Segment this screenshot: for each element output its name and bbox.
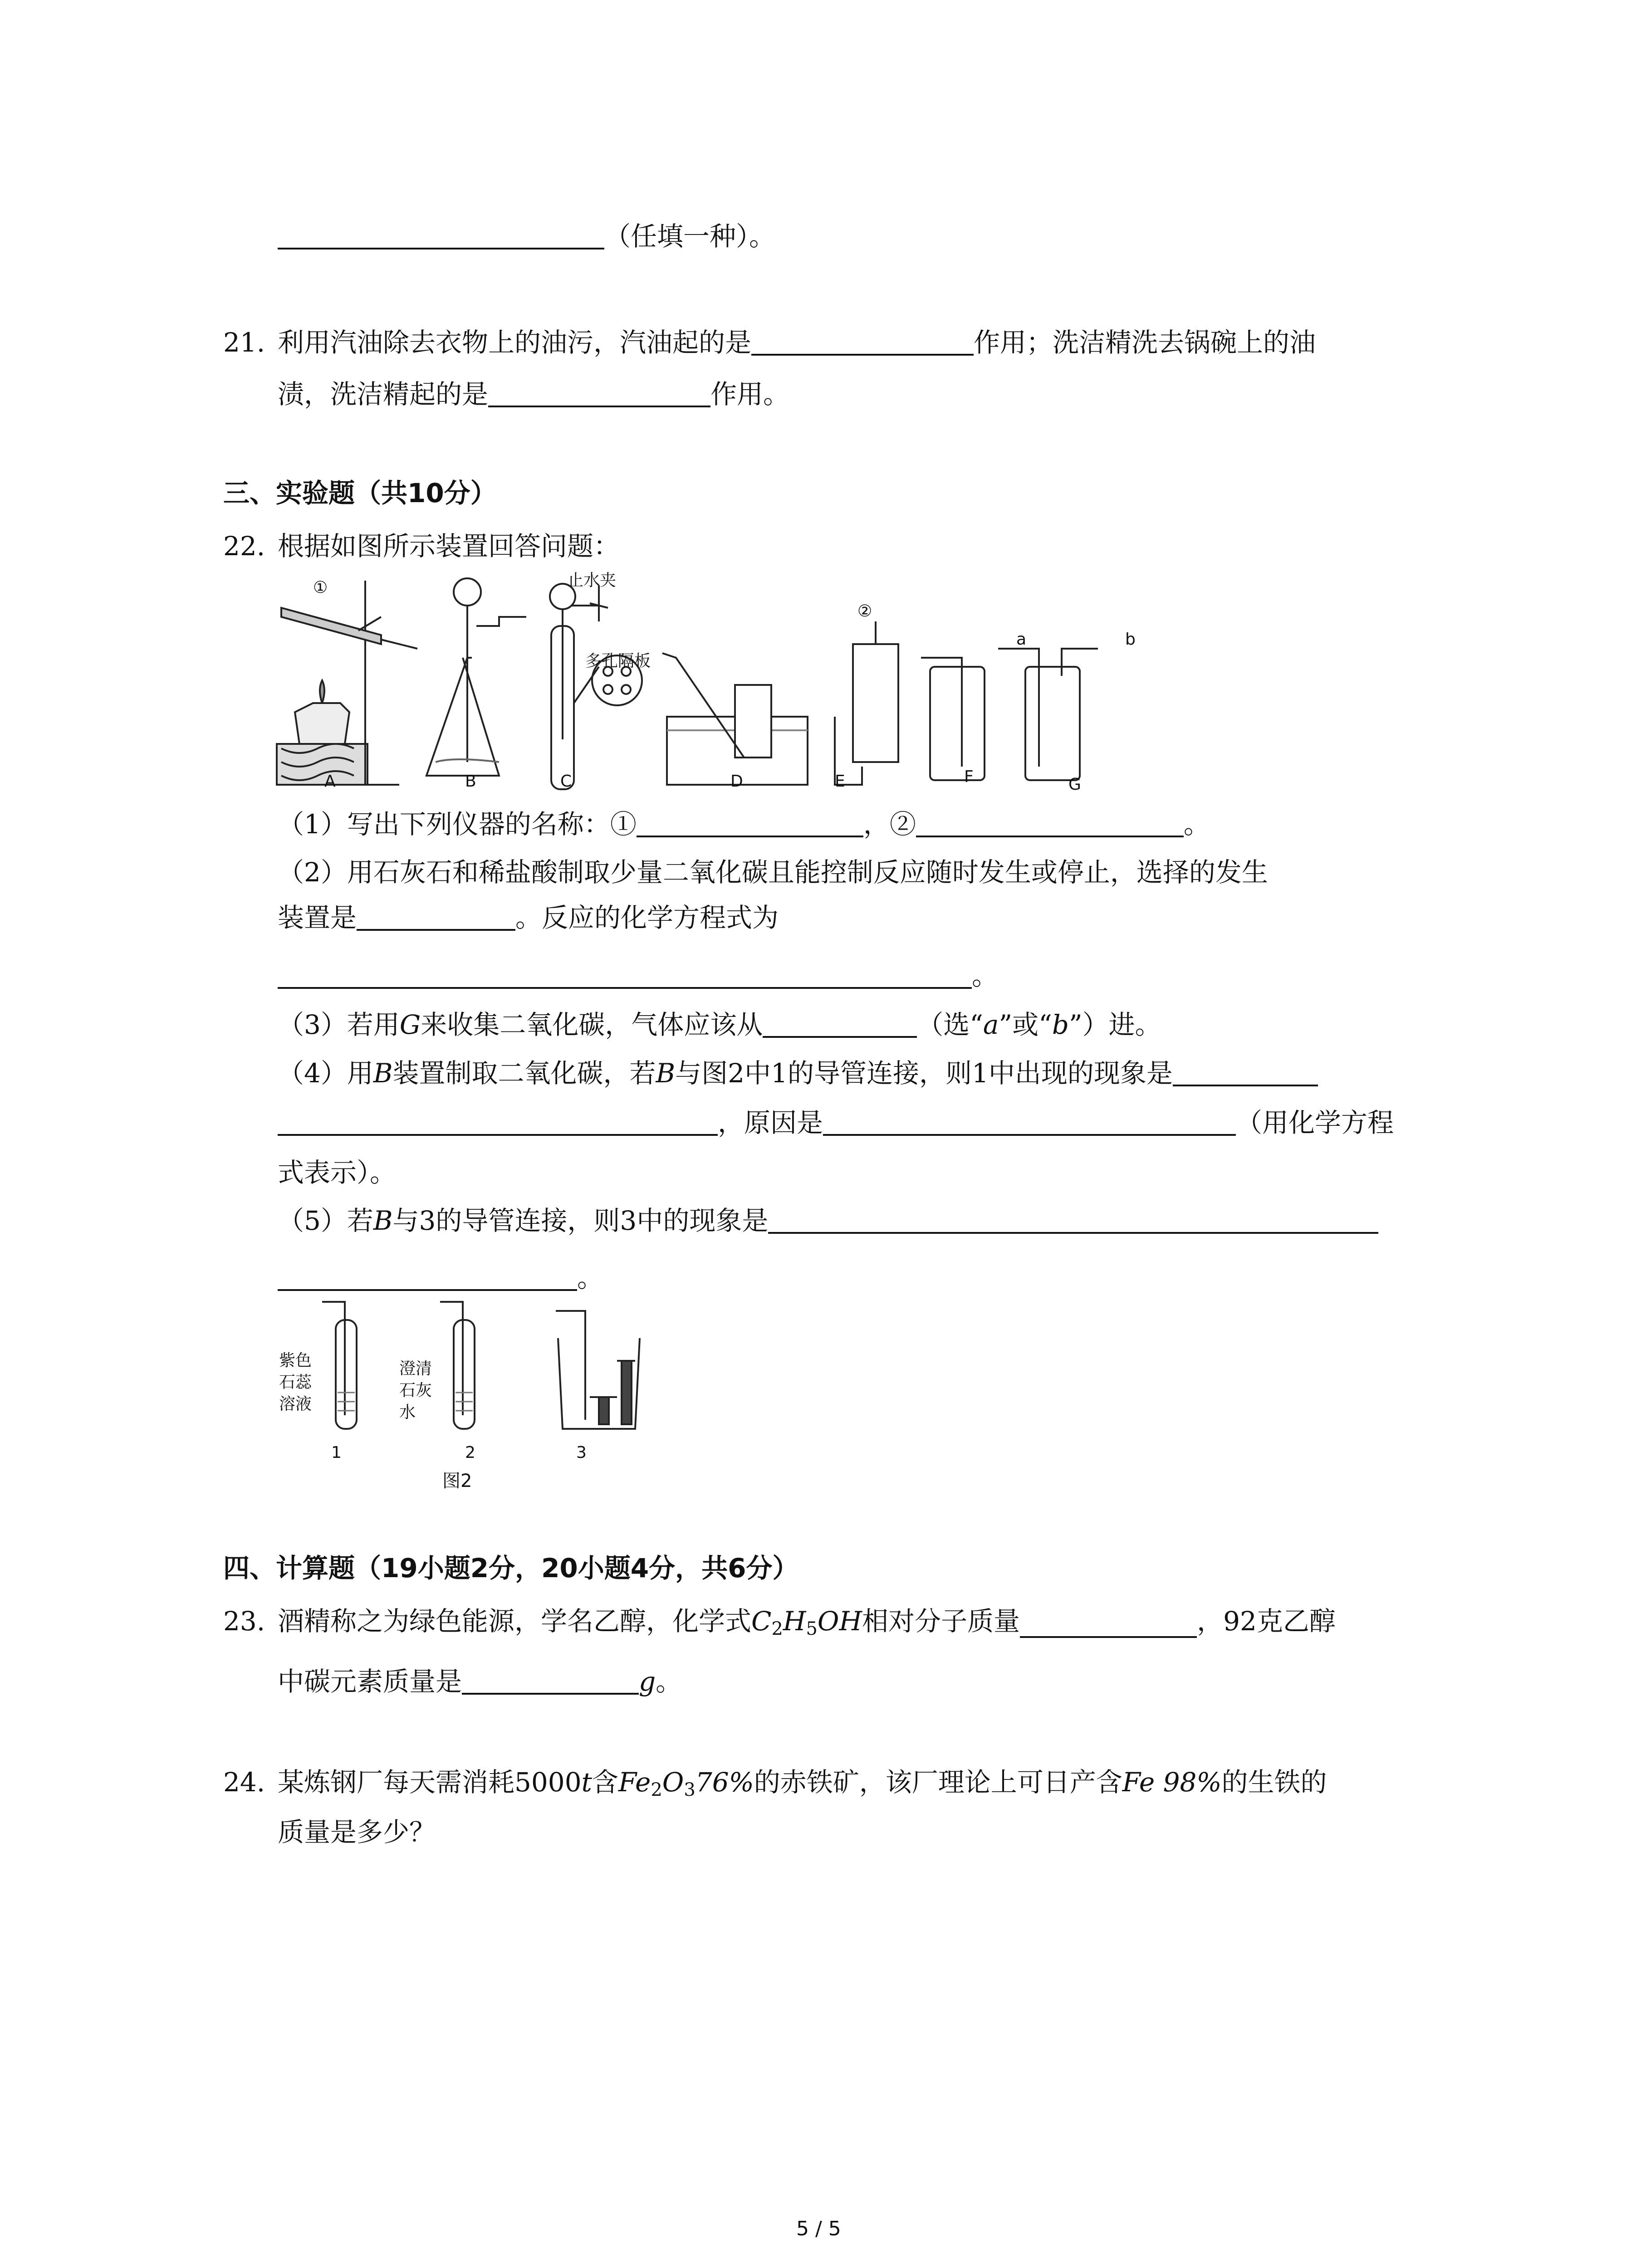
label-C: C: [560, 772, 572, 791]
page-number: 5 / 5: [796, 2217, 841, 2240]
answer-blank[interactable]: [637, 811, 863, 837]
q22-s2-line1: （2）用石灰石和稀盐酸制取少量二氧化碳且能控制反应随时发生或停止，选择的发生: [278, 857, 1268, 888]
q22-s3: （3）若用G来收集二氧化碳，气体应该从 （选“a”或“b”）进。: [278, 1009, 1161, 1040]
answer-blank[interactable]: [823, 1110, 1236, 1136]
label-E: E: [835, 772, 845, 791]
answer-blank[interactable]: [488, 381, 710, 407]
q22-s2-line3: 。: [278, 963, 998, 989]
tube1-label-line3: 溶液: [279, 1395, 312, 1413]
label-F: F: [964, 767, 974, 786]
apparatus-figure: [272, 567, 1171, 803]
tube1-label-line1: 紫色: [279, 1351, 312, 1370]
candle-low: [599, 1397, 609, 1424]
long-funnel-B: [454, 578, 481, 606]
answer-blank[interactable]: [768, 1207, 1378, 1234]
label-water-clamp: 止水夹: [567, 571, 617, 590]
answer-blank[interactable]: [916, 811, 1184, 837]
q22-number: 22.: [223, 531, 265, 562]
alcohol-lamp: [295, 703, 349, 744]
q22-s5-line2: 。: [278, 1265, 603, 1291]
q22-s4-line3: 式表示）。: [278, 1157, 397, 1188]
label-B: B: [465, 772, 476, 791]
answer-blank[interactable]: [278, 1110, 718, 1136]
q24-line1: 某炼钢厂每天需消耗5000t含$Fe_2O_376\%$的赤铁矿，该厂理论上可日产含Fe 98%的生铁的: [278, 1767, 1327, 1800]
answer-blank[interactable]: [278, 223, 604, 249]
label-circle-2: ②: [857, 602, 872, 621]
q22-s2-line2: 装置是 。反应的化学方程式为: [278, 902, 779, 933]
q22-s4-line1: （4）用B装置制取二氧化碳，若B与图2中1的导管连接，则1中出现的现象是: [278, 1060, 1318, 1086]
section-4-title: 四、计算题（19小题2分，20小题4分，共6分）: [223, 1553, 799, 1584]
q22-s1: （1）写出下列仪器的名称：① ，② 。: [278, 809, 1210, 840]
gas-bottle-F: [930, 667, 985, 780]
label-circle-1: ①: [313, 578, 328, 597]
delivery-tube-1: [322, 1302, 345, 1415]
flask-B: [426, 658, 499, 776]
fig2-num-2: 2: [465, 1443, 475, 1462]
answer-blank[interactable]: [462, 1668, 639, 1695]
label-A: A: [324, 772, 336, 791]
test-tube-1: [336, 1320, 357, 1429]
label-perforated-plate: 多孔隔板: [585, 652, 651, 670]
label-port-a: a: [1016, 630, 1027, 649]
delivery-tube-2: [440, 1302, 463, 1415]
answer-blank[interactable]: [763, 1012, 917, 1038]
tube2-label-line2: 石灰: [399, 1381, 432, 1400]
answer-blank[interactable]: [357, 904, 515, 931]
gas-jar-D: [735, 685, 771, 758]
q22-stem: 根据如图所示装置回答问题：: [278, 531, 620, 562]
instrument-2: [853, 644, 898, 762]
q23-number: 23.: [223, 1606, 265, 1637]
figure-2: [272, 1293, 681, 1438]
gas-bottle-G: [1025, 667, 1080, 780]
section-3-title: 三、实验题（共10分）: [223, 478, 497, 508]
q21-line1: 利用汽油除去衣物上的油污，汽油起的是 作用；洗洁精洗去锅碗上的油: [278, 327, 1316, 358]
test-tube-2: [454, 1320, 475, 1429]
answer-blank[interactable]: [1020, 1612, 1197, 1638]
q22-s4-line2: ，原因是 （用化学方程: [278, 1110, 1394, 1136]
label-D: D: [730, 772, 743, 791]
q21-line2: 渍，洗洁精起的是 作用。: [278, 379, 790, 410]
tube2-label-line1: 澄清: [399, 1359, 432, 1378]
q23-line2: 中碳元素质量是 g。: [278, 1666, 682, 1697]
candle-high: [622, 1361, 632, 1424]
q21-number: 21.: [223, 327, 265, 358]
q22-s5-line1: （5）若B与3的导管连接，则3中的现象是: [278, 1207, 1378, 1234]
label-G: G: [1068, 775, 1081, 794]
water-clamp: [590, 585, 608, 621]
answer-blank[interactable]: [278, 1265, 577, 1291]
q23-line1: 酒精称之为绿色能源，学名乙醇，化学式$C_2H_5OH$相对分子质量 ，92克乙醇: [278, 1606, 1336, 1639]
label-port-b: b: [1125, 630, 1136, 649]
figure-2-caption: 图2: [442, 1471, 472, 1491]
tube1-label-line2: 石蕊: [279, 1373, 312, 1392]
fig2-num-3: 3: [576, 1443, 587, 1462]
q24-number: 24.: [223, 1767, 265, 1798]
answer-blank[interactable]: [278, 963, 972, 989]
answer-blank[interactable]: [751, 329, 974, 356]
tube2-label-line3: 水: [399, 1403, 416, 1422]
fig2-num-1: 1: [331, 1443, 342, 1462]
answer-blank[interactable]: [1173, 1060, 1318, 1086]
q24-line2: 质量是多少？: [278, 1817, 436, 1848]
q20-tail-line: （任填一种）。: [278, 223, 775, 249]
